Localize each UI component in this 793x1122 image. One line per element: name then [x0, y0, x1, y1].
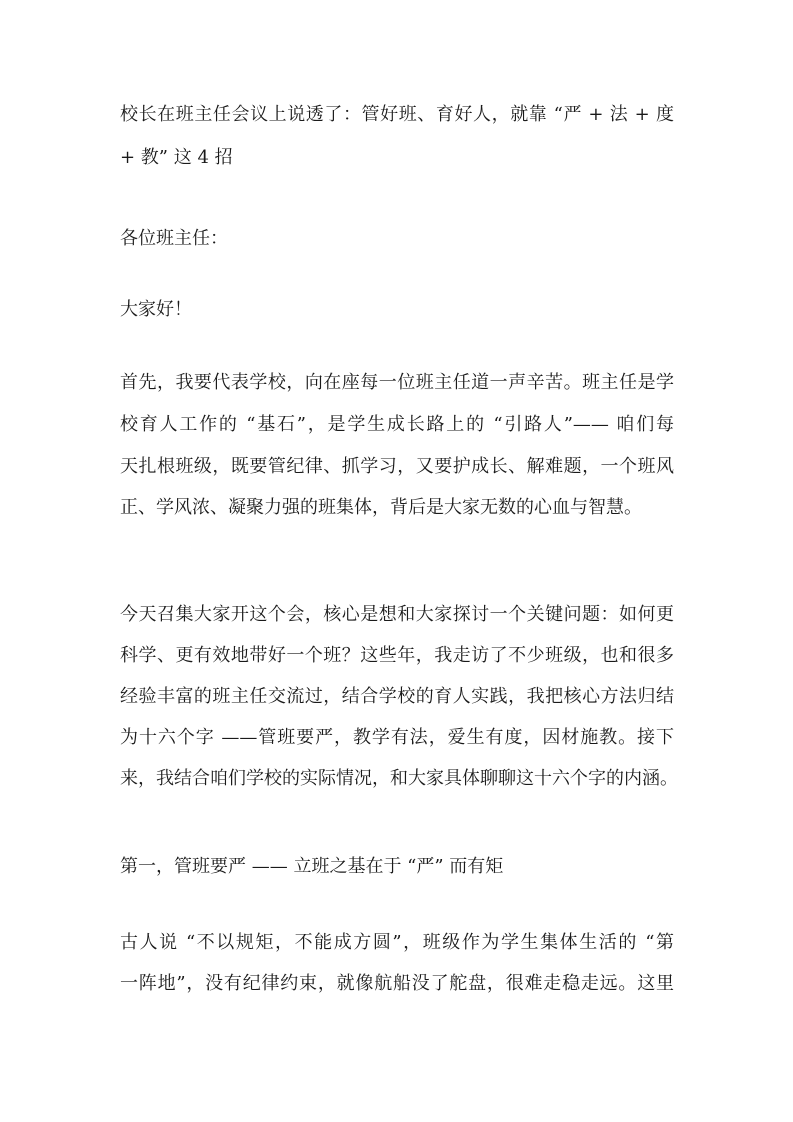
- paragraph-1-line: 正、学风浓、凝聚力强的班集体，背后是大家无数的心血与智慧。: [120, 497, 642, 518]
- section-1-heading: 第一，管班要严 —— 立班之基在于 “严” 而有矩: [120, 856, 504, 877]
- paragraph-2-line: 经验丰富的班主任交流过，结合学校的育人实践，我把核心方法归结: [120, 686, 674, 707]
- paragraph-1-line: 天扎根班级，既要管纪律、抓学习，又要护成长、解难题，一个班风: [120, 456, 674, 477]
- paragraph-2-line: 今天召集大家开这个会，核心是想和大家探讨一个关键问题：如何更: [120, 604, 674, 625]
- paragraph-2-line: 来，我结合咱们学校的实际情况，和大家具体聊聊这十六个字的内涵。: [120, 768, 678, 789]
- paragraph-3-line: 一阵地”，没有纪律约束，就像航船没了舵盘，很难走稳走远。这里: [120, 973, 674, 994]
- salutation: 各位班主任：: [120, 228, 228, 249]
- greeting: 大家好！: [120, 299, 192, 320]
- paragraph-2-line: 为十六个字 ——管班要严，教学有法，爱生有度，因材施教。接下: [120, 727, 674, 748]
- paragraph-2-line: 科学、更有效地带好一个班？这些年，我走访了不少班级，也和很多: [120, 645, 674, 666]
- paragraph-1-line: 校育人工作的 “基石”，是学生成长路上的 “引路人”—— 咱们每: [120, 414, 674, 435]
- paragraph-1-line: 首先，我要代表学校，向在座每一位班主任道一声辛苦。班主任是学: [120, 372, 674, 393]
- document-title-line-2: + 教” 这 4 招: [120, 147, 233, 168]
- paragraph-3-line: 古人说 “不以规矩，不能成方圆”，班级作为学生集体生活的 “第: [120, 932, 674, 953]
- document-title-line-1: 校长在班主任会议上说透了：管好班、育好人，就靠 “严 + 法 + 度: [120, 104, 674, 125]
